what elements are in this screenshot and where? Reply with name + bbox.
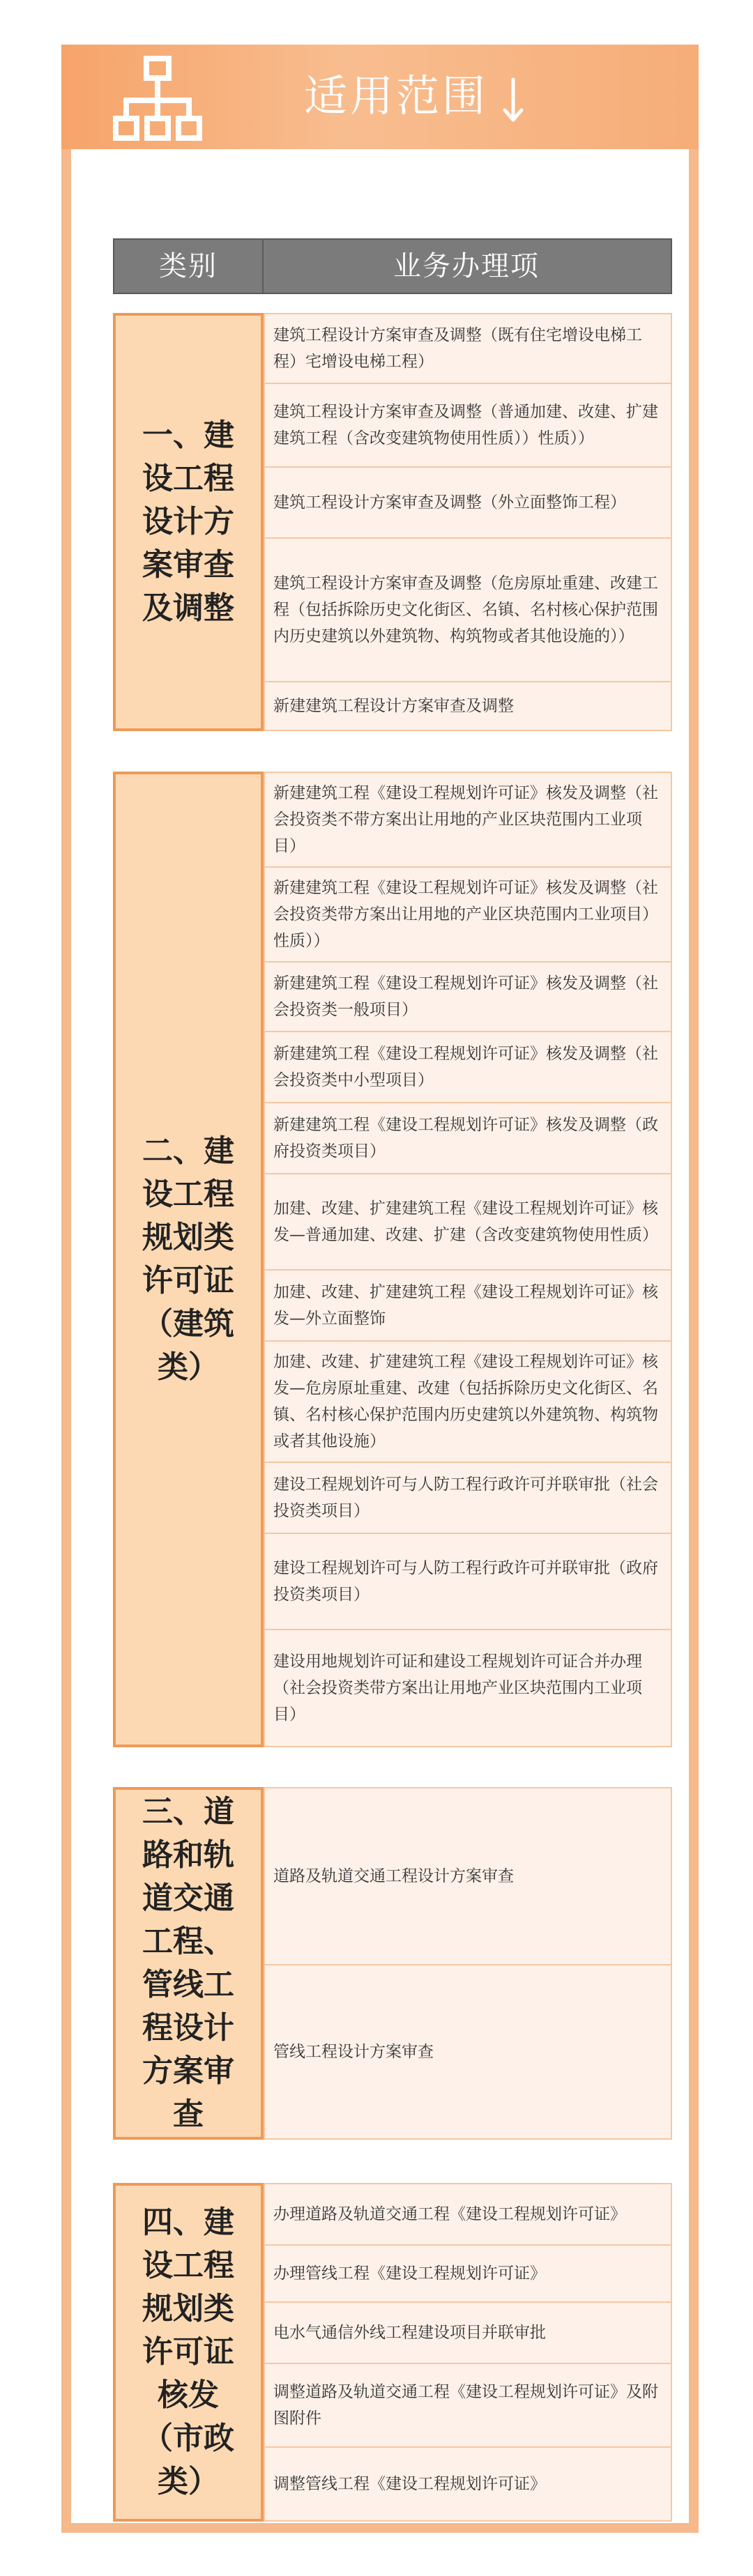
list-item[interactable]: 新建建筑工程《建设工程规划许可证》核发及调整（政府投资类项目） [264,1102,672,1174]
list-item[interactable]: 加建、改建、扩建建筑工程《建设工程规划许可证》核发—危房原址重建、改建（包括拆除历史文化街区、名镇、名村核心保护范围内历史建筑以外建筑物、构筑物或者其他设施） [264,1340,672,1463]
list-item[interactable]: 建筑工程设计方案审查及调整（既有住宅增设电梯工程）宅增设电梯工程） [264,313,672,384]
list-item[interactable]: 办理道路及轨道交通工程《建设工程规划许可证》 [264,2183,672,2246]
panel-body [71,149,689,2523]
list-item[interactable]: 调整管线工程《建设工程规划许可证》 [264,2446,672,2522]
header-items: 业务办理项 [393,250,540,282]
category-label: 四、建设工程规划类许可证核发（市政类） [142,2205,234,2499]
category-cell [113,1787,264,2140]
category-label: 二、建设工程规划类许可证（建筑类） [142,1133,234,1385]
list-item[interactable]: 办理管线工程《建设工程规划许可证》 [264,2244,672,2303]
list-item[interactable]: 道路及轨道交通工程设计方案审查 [264,1787,672,1965]
list-item[interactable]: 新建建筑工程《建设工程规划许可证》核发及调整（社会投资类一般项目） [264,961,672,1032]
list-item[interactable]: 电水气通信外线工程建设项目并联审批 [264,2301,672,2364]
scope-panel [61,45,699,2533]
category-cell [113,313,264,731]
section-planning-permit-municipal [113,2183,672,2522]
list-item[interactable]: 建设用地规划许可证和建设工程规划许可证合并办理（社会投资类带方案出让用地产业区块范围内工业项目） [264,1629,672,1747]
list-item[interactable]: 新建建筑工程《建设工程规划许可证》核发及调整（社会投资类中小型项目） [264,1031,672,1103]
category-cell [113,2183,264,2522]
item-list [264,772,672,1747]
list-item[interactable]: 建筑工程设计方案审查及调整（危房原址重建、改建工程（包括拆除历史文化街区、名镇、名村核心保护范围内历史建筑以外建筑物、构筑物或者其他设施的）） [264,537,672,682]
list-item[interactable]: 建设工程规划许可与人防工程行政许可并联审批（社会投资类项目） [264,1462,672,1534]
item-list [264,2183,672,2522]
list-item[interactable]: 管线工程设计方案审查 [264,1964,672,2140]
section-road-pipeline-design [113,1787,672,2140]
category-label: 一、建设工程设计方案审查及调整 [142,417,234,626]
category-label: 三、道路和轨道交通工程、管线工程设计方案审查 [142,1794,234,2132]
list-item[interactable]: 调整道路及轨道交通工程《建设工程规划许可证》及附图附件 [264,2363,672,2448]
list-item[interactable]: 新建建筑工程设计方案审查及调整 [264,681,672,731]
header-category: 类别 [114,240,264,293]
list-item[interactable]: 新建建筑工程《建设工程规划许可证》核发及调整（社会投资类不带方案出让用地的产业区块范围内工业项目） [264,772,672,868]
section-planning-permit-building [113,772,672,1747]
section-design-review [113,313,672,731]
list-item[interactable]: 加建、改建、扩建建筑工程《建设工程规划许可证》核发—外立面整饰 [264,1269,672,1342]
table-header [113,238,672,294]
list-item[interactable]: 新建建筑工程《建设工程规划许可证》核发及调整（社会投资类带方案出让用地的产业区块范围内工业项目）性质）） [264,866,672,963]
org-chart-icon [109,54,206,145]
list-item[interactable]: 建筑工程设计方案审查及调整（普通加建、改建、扩建建筑工程（含改变建筑物使用性质））性质）） [264,383,672,468]
panel-header [61,45,699,149]
category-cell [113,772,264,1747]
list-item[interactable]: 建筑工程设计方案审查及调整（外立面整饰工程） [264,466,672,539]
item-list [264,1787,672,2140]
arrow-down-icon [499,77,527,124]
panel-title: 适用范围 [304,70,489,121]
list-item[interactable]: 建设工程规划许可与人防工程行政许可并联审批（政府投资类项目） [264,1533,672,1630]
item-list [264,313,672,731]
list-item[interactable]: 加建、改建、扩建建筑工程《建设工程规划许可证》核发—普通加建、改建、扩建（含改变建筑物使用性质） [264,1173,672,1271]
